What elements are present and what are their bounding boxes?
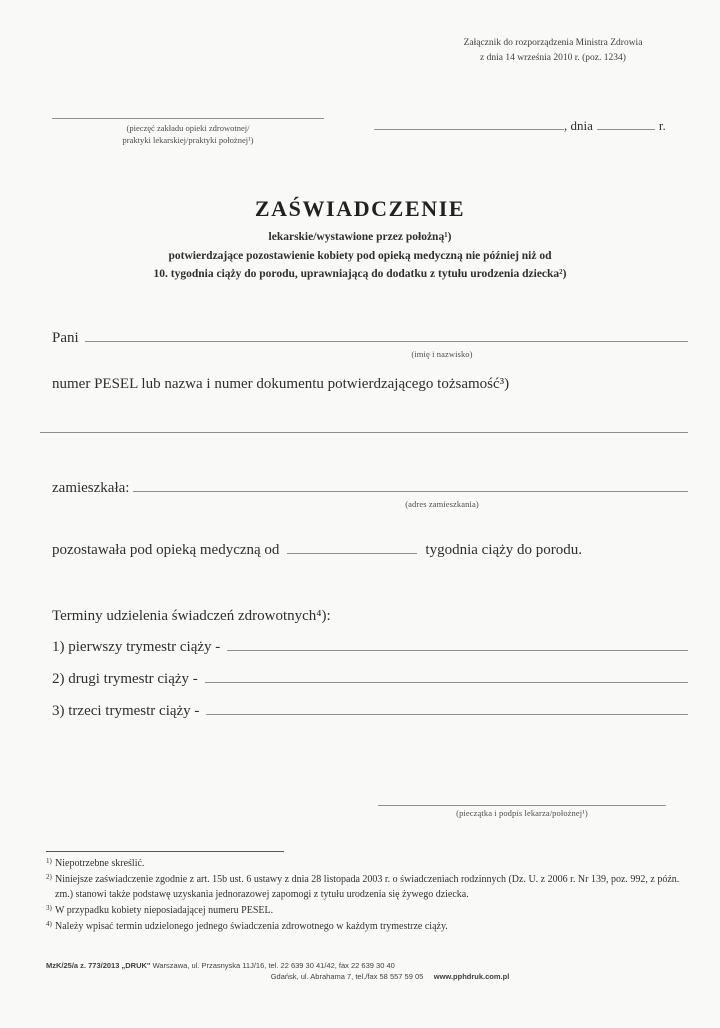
- legal-reference: [418, 36, 688, 65]
- printer-address-line-2: Gdańsk, ul. Abrahama 7, tel./fax 58 557 59 05: [270, 972, 424, 982]
- footnote-text-4: Należy wpisać termin udzielonego jednego świadczenia zdrowotnego w każdym trymestrze ciąży.: [55, 921, 448, 932]
- footnote-item-2: [46, 872, 686, 902]
- stamp-and-date-row: [0, 118, 720, 147]
- care-week-prefix-label: pozostawała pod opieką medyczną od: [52, 542, 280, 558]
- footnote-marker-4: 4): [46, 920, 52, 928]
- printer-footer: [46, 960, 694, 983]
- footnote-text-2: Niniejsze zaświadczenie zgodnie z art. 15b ust. 6 ustawy z dnia 28 listopada 2003 r. o świadczeniach rodzinnych (Dz. U. z 2006 r. Nr 139, poz. 992, z późn. zm.) stanowi także podstawę uzyskania jednorazowej zapomogi z tytułu urodzenia się żywego dziecka.: [55, 874, 680, 900]
- zamieszkala-label: zamieszkała:: [52, 480, 130, 496]
- footnote-marker-1: 1): [46, 857, 52, 865]
- document-title: ZAŚWIADCZENIE: [254, 196, 466, 221]
- address-field[interactable]: [52, 478, 688, 497]
- footnote-marker-2: 2): [46, 873, 52, 881]
- signature-caption: (pieczątka i podpis lekarza/położnej¹): [456, 808, 588, 818]
- footnote-item-4: [46, 919, 686, 934]
- footnotes-block: [46, 856, 686, 935]
- address-caption: (adres zamieszkania): [405, 499, 479, 509]
- pesel-label: numer PESEL lub nazwa i numer dokumentu potwierdzającego tożsamość³): [52, 376, 510, 392]
- footnote-item-1: [46, 856, 686, 871]
- appointments-heading: Terminy udzielenia świadczeń zdrowotnych⁴):: [52, 608, 331, 624]
- trimester-list: [52, 638, 688, 734]
- care-week-suffix-label: tygodnia ciąży do porodu.: [425, 542, 583, 558]
- year-abbrev-label: r.: [658, 118, 666, 133]
- pesel-rule-line: [40, 432, 688, 433]
- legal-reference-line-1: Załącznik do rozporządzenia Ministra Zdrowia: [463, 38, 643, 48]
- footnote-text-1: Niepotrzebne skreślić.: [55, 858, 145, 869]
- trimester-row-3[interactable]: [52, 702, 688, 720]
- printer-brand: „DRUK": [121, 961, 151, 970]
- signature-rule: [378, 805, 666, 806]
- address-input-line[interactable]: [133, 478, 688, 492]
- printer-website[interactable]: www.pphdruk.com.pl: [433, 972, 510, 982]
- patient-name-field[interactable]: [52, 328, 688, 347]
- trimester-row-1[interactable]: [52, 638, 688, 656]
- pesel-input-line[interactable]: [40, 432, 688, 433]
- footnote-separator: [46, 851, 284, 852]
- patient-name-input-line[interactable]: [85, 328, 688, 342]
- footnote-item-3: [46, 903, 686, 918]
- care-week-input-line[interactable]: [287, 541, 417, 554]
- stamp-rule: [52, 118, 324, 119]
- trimester-row-2[interactable]: [52, 670, 688, 688]
- subtitle-line-2: potwierdzające pozostawienie kobiety pod opieką medyczną nie później niż od: [168, 250, 552, 262]
- trimester-label-2: 2) drugi trymestr ciąży -: [52, 671, 198, 687]
- footnote-text-3: W przypadku kobiety nieposiadającej numeru PESEL.: [55, 905, 274, 916]
- legal-reference-line-2: z dnia 14 września 2010 r. (poz. 1234): [480, 52, 626, 63]
- patient-name-caption: (imię i nazwisko): [411, 349, 473, 359]
- subtitle-line-3: 10. tygodnia ciąży do porodu, uprawniającą do dodatku z tytułu urodzenia dziecka²): [153, 267, 567, 280]
- stamp-caption-line-1: (pieczęć zakładu opieki zdrowotnej/: [126, 123, 250, 133]
- footnote-marker-3: 3): [46, 904, 52, 912]
- printer-address-line-1: Warszawa, ul. Przasnyska 11J/16, tel. 22 639 30 41/42, fax 22 639 30 40: [152, 961, 395, 970]
- pani-label: Pani: [52, 330, 79, 346]
- trimester-input-line-2[interactable]: [205, 670, 688, 683]
- care-week-field[interactable]: [52, 541, 692, 559]
- stamp-caption: [52, 122, 324, 147]
- date-blank-line[interactable]: [597, 118, 655, 130]
- place-blank-line[interactable]: [374, 118, 564, 130]
- patient-name-caption-wrap: [52, 347, 688, 359]
- trimester-label-1: 1) pierwszy trymestr ciąży -: [52, 639, 221, 655]
- printer-footer-line-2: [46, 971, 694, 982]
- date-field[interactable]: [374, 118, 666, 134]
- subtitle-line-1: lekarskie/wystawione przez położną¹): [268, 231, 452, 243]
- address-caption-wrap: [52, 497, 688, 509]
- printer-form-code: MzK/25/a z. 773/2013: [46, 961, 120, 970]
- stamp-caption-line-2: praktyki lekarskiej/praktyki położnej¹): [122, 135, 254, 146]
- printer-footer-line-1: [46, 960, 694, 971]
- dnia-label: , dnia: [564, 118, 593, 133]
- trimester-input-line-3[interactable]: [206, 702, 688, 715]
- title-block: [0, 196, 720, 284]
- trimester-label-3: 3) trzeci trymestr ciąży -: [52, 703, 200, 719]
- trimester-input-line-1[interactable]: [227, 638, 688, 651]
- signature-field[interactable]: [378, 805, 666, 818]
- institution-stamp-field[interactable]: [52, 118, 352, 147]
